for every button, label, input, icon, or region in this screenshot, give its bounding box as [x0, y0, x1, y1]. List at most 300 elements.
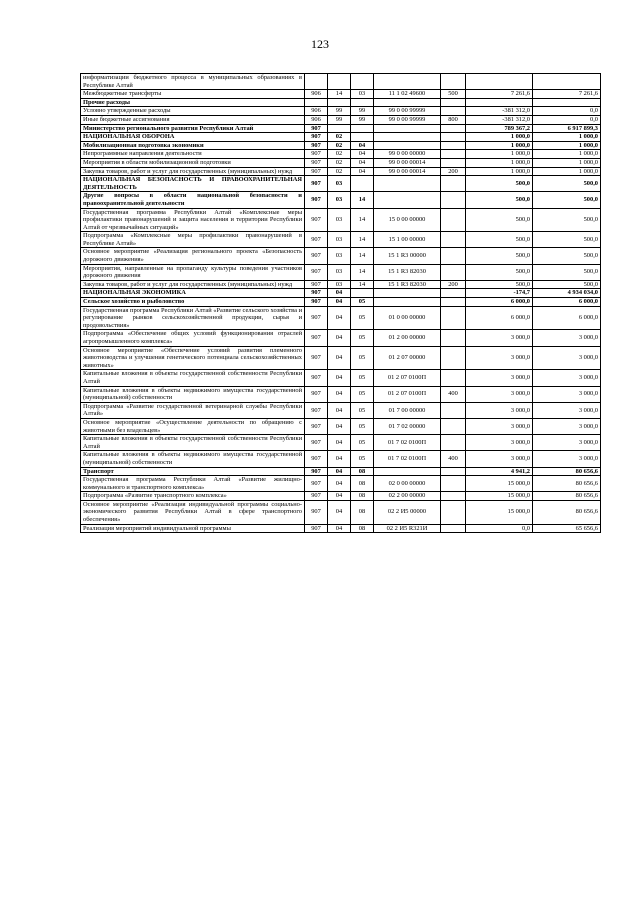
expense-type-cell [441, 192, 466, 208]
amount-total-cell: 80 656,6 [533, 467, 601, 476]
target-article-cell: 02 2 И5 00000 [374, 500, 441, 524]
table-row [81, 248, 601, 264]
section-code-cell: 04 [328, 476, 351, 492]
amount-change-cell: 1 000,0 [466, 150, 533, 159]
ministry-code-cell: 907 [305, 133, 328, 142]
table-row [81, 306, 601, 330]
subsection-code-cell: 04 [351, 167, 374, 176]
amount-change-cell: 6 000,0 [466, 298, 533, 307]
subsection-code-cell [351, 176, 374, 192]
amount-total-cell: 1 000,0 [533, 150, 601, 159]
expense-type-cell [441, 467, 466, 476]
expense-type-cell [441, 346, 466, 370]
amount-change-cell: 500,0 [466, 192, 533, 208]
amount-change-cell: -381 312,0 [466, 107, 533, 116]
target-article-cell: 01 7 00 00000 [374, 402, 441, 418]
subsection-code-cell: 14 [351, 232, 374, 248]
amount-change-cell: 3 000,0 [466, 346, 533, 370]
amount-total-cell: 1 000,0 [533, 141, 601, 150]
expense-type-cell [441, 492, 466, 501]
amount-total-cell: 1 000,0 [533, 133, 601, 142]
amount-change-cell: 3 000,0 [466, 370, 533, 386]
amount-total-cell: 500,0 [533, 264, 601, 280]
amount-change-cell: 15 000,0 [466, 492, 533, 501]
section-code-cell: 03 [328, 176, 351, 192]
subsection-code-cell [351, 124, 374, 133]
subsection-code-cell: 05 [351, 346, 374, 370]
expense-type-cell [441, 232, 466, 248]
expense-type-cell: 200 [441, 280, 466, 289]
subsection-code-cell: 08 [351, 476, 374, 492]
amount-total-cell: 80 656,6 [533, 492, 601, 501]
table-row [81, 500, 601, 524]
row-name-cell: Реализация мероприятий индивидуальной программы [81, 524, 305, 533]
expense-type-cell [441, 74, 466, 90]
expense-type-cell [441, 289, 466, 298]
ministry-code-cell: 907 [305, 208, 328, 232]
ministry-code-cell: 907 [305, 435, 328, 451]
page-number: 123 [311, 37, 329, 51]
expense-type-cell [441, 418, 466, 434]
table-row [81, 133, 601, 142]
amount-total-cell: 500,0 [533, 248, 601, 264]
amount-change-cell: 500,0 [466, 208, 533, 232]
section-code-cell [328, 124, 351, 133]
target-article-cell [374, 467, 441, 476]
table-row [81, 98, 601, 107]
row-name-cell: Капитальные вложения в объекты государственной собственности Республики Алтай [81, 370, 305, 386]
subsection-code-cell: 05 [351, 451, 374, 467]
ministry-code-cell: 907 [305, 167, 328, 176]
amount-total-cell: 1 000,0 [533, 158, 601, 167]
section-code-cell: 04 [328, 467, 351, 476]
amount-change-cell: 500,0 [466, 232, 533, 248]
ministry-code-cell: 907 [305, 492, 328, 501]
ministry-code-cell: 907 [305, 524, 328, 533]
target-article-cell: 99 0 00 99999 [374, 115, 441, 124]
expense-type-cell [441, 133, 466, 142]
amount-total-cell: 0,0 [533, 115, 601, 124]
target-article-cell: 02 2 И5 R321И [374, 524, 441, 533]
section-code-cell [328, 74, 351, 90]
row-name-cell: Условно утвержденные расходы [81, 107, 305, 116]
row-name-cell: Капитальные вложения в объекты недвижимого имущества государственной (муниципальной) собственности [81, 386, 305, 402]
target-article-cell: 01 2 00 00000 [374, 330, 441, 346]
row-name-cell: Мобилизационная подготовка экономики [81, 141, 305, 150]
table-row [81, 476, 601, 492]
ministry-code-cell: 907 [305, 176, 328, 192]
target-article-cell: 01 7 02 00000 [374, 418, 441, 434]
target-article-cell [374, 289, 441, 298]
subsection-code-cell: 99 [351, 107, 374, 116]
subsection-code-cell [351, 133, 374, 142]
row-name-cell: Подпрограмма «Комплексные меры профилактики правонарушений в Республике Алтай» [81, 232, 305, 248]
ministry-code-cell [305, 74, 328, 90]
amount-total-cell: 3 000,0 [533, 346, 601, 370]
row-name-cell: Основное мероприятие «Реализация регионального проекта «Безопасность дорожного движения» [81, 248, 305, 264]
amount-total-cell: 3 000,0 [533, 435, 601, 451]
amount-change-cell: 6 000,0 [466, 306, 533, 330]
amount-total-cell: 500,0 [533, 176, 601, 192]
amount-total-cell: 3 000,0 [533, 402, 601, 418]
ministry-code-cell: 907 [305, 467, 328, 476]
table-row [81, 150, 601, 159]
amount-change-cell [466, 98, 533, 107]
subsection-code-cell: 05 [351, 386, 374, 402]
row-name-cell: Подпрограмма «Развитие государственной ветеринарной службы Республики Алтай» [81, 402, 305, 418]
row-name-cell: Государственная программа Республики Алтай «Развитие жилищно-коммунального и транспортного комплекса» [81, 476, 305, 492]
section-code-cell: 04 [328, 402, 351, 418]
ministry-code-cell: 907 [305, 476, 328, 492]
budget-table [80, 73, 601, 533]
subsection-code-cell: 08 [351, 492, 374, 501]
ministry-code-cell: 907 [305, 500, 328, 524]
amount-change-cell: 7 261,6 [466, 90, 533, 99]
section-code-cell: 02 [328, 158, 351, 167]
subsection-code-cell: 05 [351, 402, 374, 418]
amount-change-cell: 3 000,0 [466, 402, 533, 418]
amount-change-cell: 3 000,0 [466, 435, 533, 451]
amount-total-cell: 4 934 034,0 [533, 289, 601, 298]
row-name-cell: Закупка товаров, работ и услуг для государственных (муниципальных) нужд [81, 280, 305, 289]
row-name-cell: Закупка товаров, работ и услуг для государственных (муниципальных) нужд [81, 167, 305, 176]
budget-table-body [81, 74, 601, 533]
amount-change-cell: 3 000,0 [466, 330, 533, 346]
ministry-code-cell: 907 [305, 306, 328, 330]
ministry-code-cell: 907 [305, 346, 328, 370]
expense-type-cell: 400 [441, 451, 466, 467]
expense-type-cell [441, 476, 466, 492]
section-code-cell: 99 [328, 115, 351, 124]
expense-type-cell: 400 [441, 386, 466, 402]
subsection-code-cell: 08 [351, 524, 374, 533]
row-name-cell: Мероприятия, направленные на пропаганду культуры поведения участников дорожного движения [81, 264, 305, 280]
target-article-cell [374, 98, 441, 107]
ministry-code-cell: 907 [305, 264, 328, 280]
section-code-cell: 02 [328, 167, 351, 176]
ministry-code-cell: 907 [305, 248, 328, 264]
section-code-cell: 04 [328, 298, 351, 307]
section-code-cell: 04 [328, 524, 351, 533]
subsection-code-cell: 14 [351, 264, 374, 280]
ministry-code-cell: 907 [305, 124, 328, 133]
amount-total-cell: 1 000,0 [533, 167, 601, 176]
expense-type-cell [441, 330, 466, 346]
target-article-cell [374, 298, 441, 307]
subsection-code-cell: 08 [351, 500, 374, 524]
section-code-cell [328, 98, 351, 107]
table-row [81, 141, 601, 150]
amount-total-cell: 500,0 [533, 192, 601, 208]
amount-change-cell: 4 941,2 [466, 467, 533, 476]
subsection-code-cell [351, 74, 374, 90]
table-row [81, 370, 601, 386]
table-row [81, 418, 601, 434]
subsection-code-cell [351, 289, 374, 298]
subsection-code-cell: 99 [351, 115, 374, 124]
expense-type-cell [441, 141, 466, 150]
amount-change-cell: 15 000,0 [466, 476, 533, 492]
subsection-code-cell: 08 [351, 467, 374, 476]
subsection-code-cell: 05 [351, 298, 374, 307]
table-row [81, 115, 601, 124]
amount-change-cell: 1 000,0 [466, 158, 533, 167]
subsection-code-cell: 05 [351, 435, 374, 451]
expense-type-cell [441, 264, 466, 280]
expense-type-cell [441, 524, 466, 533]
target-article-cell [374, 133, 441, 142]
amount-change-cell: 3 000,0 [466, 418, 533, 434]
ministry-code-cell: 907 [305, 280, 328, 289]
row-name-cell: Подпрограмма «Обеспечение общих условий функционирования отраслей агропромышленного комплекса» [81, 330, 305, 346]
row-name-cell: Прочие расходы [81, 98, 305, 107]
subsection-code-cell: 05 [351, 370, 374, 386]
row-name-cell: Основное мероприятие «Обеспечение условий развития племенного животноводства и улучшения генетического потенциала сельскохозяйственных животных» [81, 346, 305, 370]
target-article-cell: 11 1 02 49600 [374, 90, 441, 99]
table-row [81, 176, 601, 192]
ministry-code-cell: 906 [305, 115, 328, 124]
target-article-cell [374, 124, 441, 133]
section-code-cell: 14 [328, 90, 351, 99]
target-article-cell: 15 1 00 00000 [374, 232, 441, 248]
target-article-cell: 02 2 00 00000 [374, 492, 441, 501]
target-article-cell [374, 74, 441, 90]
subsection-code-cell: 14 [351, 208, 374, 232]
amount-change-cell: 0,0 [466, 524, 533, 533]
ministry-code-cell: 907 [305, 451, 328, 467]
amount-total-cell: 7 261,6 [533, 90, 601, 99]
row-name-cell: Капитальные вложения в объекты недвижимого имущества государственной (муниципальной) собственности [81, 451, 305, 467]
subsection-code-cell: 14 [351, 248, 374, 264]
table-row [81, 192, 601, 208]
target-article-cell: 01 7 02 0100П [374, 435, 441, 451]
ministry-code-cell: 907 [305, 289, 328, 298]
section-code-cell: 04 [328, 289, 351, 298]
ministry-code-cell: 906 [305, 107, 328, 116]
amount-total-cell: 65 656,6 [533, 524, 601, 533]
row-name-cell: Непрограммные направления деятельности [81, 150, 305, 159]
amount-total-cell: 6 000,0 [533, 306, 601, 330]
row-name-cell: Мероприятия в области мобилизационной подготовки [81, 158, 305, 167]
table-row [81, 467, 601, 476]
row-name-cell: Межбюджетные трансферты [81, 90, 305, 99]
amount-total-cell: 500,0 [533, 208, 601, 232]
amount-change-cell: -174,7 [466, 289, 533, 298]
amount-total-cell: 0,0 [533, 107, 601, 116]
section-code-cell: 04 [328, 451, 351, 467]
amount-change-cell: 1 000,0 [466, 133, 533, 142]
ministry-code-cell: 907 [305, 370, 328, 386]
row-name-cell: Министерство регионального развития Республики Алтай [81, 124, 305, 133]
subsection-code-cell: 05 [351, 306, 374, 330]
ministry-code-cell: 907 [305, 150, 328, 159]
row-name-cell: НАЦИОНАЛЬНАЯ ОБОРОНА [81, 133, 305, 142]
row-name-cell: Другие вопросы в области национальной безопасности и правоохранительной деятельности [81, 192, 305, 208]
amount-total-cell: 6 917 899,3 [533, 124, 601, 133]
table-row [81, 232, 601, 248]
row-name-cell: Транспорт [81, 467, 305, 476]
amount-total-cell [533, 98, 601, 107]
expense-type-cell: 800 [441, 115, 466, 124]
ministry-code-cell: 907 [305, 386, 328, 402]
target-article-cell [374, 176, 441, 192]
table-row [81, 330, 601, 346]
section-code-cell: 02 [328, 150, 351, 159]
section-code-cell: 02 [328, 141, 351, 150]
section-code-cell: 04 [328, 386, 351, 402]
table-row [81, 402, 601, 418]
target-article-cell: 01 2 07 00000 [374, 346, 441, 370]
target-article-cell: 99 0 00 00014 [374, 158, 441, 167]
section-code-cell: 02 [328, 133, 351, 142]
amount-total-cell: 3 000,0 [533, 330, 601, 346]
amount-total-cell [533, 74, 601, 90]
target-article-cell [374, 141, 441, 150]
amount-total-cell: 3 000,0 [533, 418, 601, 434]
ministry-code-cell [305, 98, 328, 107]
table-row [81, 264, 601, 280]
ministry-code-cell: 907 [305, 298, 328, 307]
amount-change-cell: 500,0 [466, 248, 533, 264]
expense-type-cell [441, 98, 466, 107]
expense-type-cell [441, 150, 466, 159]
target-article-cell: 02 0 00 00000 [374, 476, 441, 492]
ministry-code-cell: 907 [305, 141, 328, 150]
section-code-cell: 99 [328, 107, 351, 116]
row-name-cell: Сельское хозяйство и рыболовство [81, 298, 305, 307]
section-code-cell: 04 [328, 306, 351, 330]
table-row [81, 107, 601, 116]
table-row [81, 435, 601, 451]
subsection-code-cell [351, 98, 374, 107]
target-article-cell: 01 2 07 0100П [374, 370, 441, 386]
section-code-cell: 03 [328, 208, 351, 232]
target-article-cell: 15 1 R3 82030 [374, 280, 441, 289]
section-code-cell: 03 [328, 248, 351, 264]
table-row [81, 124, 601, 133]
amount-change-cell: 500,0 [466, 280, 533, 289]
expense-type-cell [441, 306, 466, 330]
amount-change-cell: 15 000,0 [466, 500, 533, 524]
table-row [81, 346, 601, 370]
row-name-cell: информатизации бюджетного процесса в муниципальных образованиях в Республике Алтай [81, 74, 305, 90]
row-name-cell: Капитальные вложения в объекты государственной собственности Республики Алтай [81, 435, 305, 451]
section-code-cell: 04 [328, 330, 351, 346]
section-code-cell: 04 [328, 435, 351, 451]
expense-type-cell [441, 402, 466, 418]
target-article-cell: 99 0 00 00014 [374, 167, 441, 176]
amount-total-cell: 3 000,0 [533, 386, 601, 402]
table-row [81, 289, 601, 298]
subsection-code-cell: 05 [351, 330, 374, 346]
row-name-cell: Государственная программа Республики Алтай «Развитие сельского хозяйства и регулирование рынков сельскохозяйственной продукции, сырья и продовольствия» [81, 306, 305, 330]
subsection-code-cell: 14 [351, 192, 374, 208]
amount-total-cell: 80 656,6 [533, 500, 601, 524]
table-row [81, 158, 601, 167]
table-row [81, 90, 601, 99]
amount-change-cell: 500,0 [466, 176, 533, 192]
table-row [81, 280, 601, 289]
target-article-cell: 01 2 07 0100П [374, 386, 441, 402]
expense-type-cell [441, 500, 466, 524]
section-code-cell: 04 [328, 492, 351, 501]
subsection-code-cell: 05 [351, 418, 374, 434]
section-code-cell: 03 [328, 280, 351, 289]
table-row [81, 492, 601, 501]
expense-type-cell [441, 248, 466, 264]
expense-type-cell [441, 176, 466, 192]
expense-type-cell [441, 107, 466, 116]
expense-type-cell [441, 298, 466, 307]
table-row [81, 524, 601, 533]
amount-change-cell [466, 74, 533, 90]
expense-type-cell [441, 124, 466, 133]
target-article-cell: 15 0 00 00000 [374, 208, 441, 232]
ministry-code-cell: 907 [305, 232, 328, 248]
row-name-cell: Основное мероприятие «Реализация индивидуальной программы социально-экономического развития Республики Алтай в сфере транспортного обеспечения» [81, 500, 305, 524]
section-code-cell: 04 [328, 370, 351, 386]
row-name-cell: Государственная программа Республики Алтай «Комплексные меры профилактики правонарушений и защита населения и территории Республики Алтай от чрезвычайных ситуаций» [81, 208, 305, 232]
table-row [81, 167, 601, 176]
amount-total-cell: 500,0 [533, 280, 601, 289]
section-code-cell: 03 [328, 232, 351, 248]
target-article-cell: 01 0 00 00000 [374, 306, 441, 330]
expense-type-cell [441, 435, 466, 451]
amount-change-cell: 789 367,2 [466, 124, 533, 133]
target-article-cell: 01 7 02 0100П [374, 451, 441, 467]
target-article-cell: 15 1 R3 82030 [374, 264, 441, 280]
expense-type-cell: 500 [441, 90, 466, 99]
ministry-code-cell: 907 [305, 192, 328, 208]
table-row [81, 451, 601, 467]
subsection-code-cell: 04 [351, 158, 374, 167]
row-name-cell: Иные бюджетные ассигнования [81, 115, 305, 124]
row-name-cell: НАЦИОНАЛЬНАЯ БЕЗОПАСНОСТЬ И ПРАВООХРАНИТЕЛЬНАЯ ДЕЯТЕЛЬНОСТЬ [81, 176, 305, 192]
row-name-cell: Подпрограмма «Развитие транспортного комплекса» [81, 492, 305, 501]
ministry-code-cell: 907 [305, 402, 328, 418]
subsection-code-cell: 04 [351, 150, 374, 159]
amount-total-cell: 3 000,0 [533, 451, 601, 467]
ministry-code-cell: 907 [305, 158, 328, 167]
expense-type-cell: 200 [441, 167, 466, 176]
section-code-cell: 04 [328, 418, 351, 434]
subsection-code-cell: 14 [351, 280, 374, 289]
amount-total-cell: 500,0 [533, 232, 601, 248]
section-code-cell: 03 [328, 264, 351, 280]
expense-type-cell [441, 370, 466, 386]
target-article-cell: 15 1 R3 00000 [374, 248, 441, 264]
amount-change-cell: 1 000,0 [466, 167, 533, 176]
subsection-code-cell: 03 [351, 90, 374, 99]
target-article-cell: 99 0 00 99999 [374, 107, 441, 116]
row-name-cell: НАЦИОНАЛЬНАЯ ЭКОНОМИКА [81, 289, 305, 298]
amount-change-cell: 3 000,0 [466, 451, 533, 467]
amount-change-cell: 1 000,0 [466, 141, 533, 150]
expense-type-cell [441, 158, 466, 167]
table-row [81, 298, 601, 307]
amount-total-cell: 3 000,0 [533, 370, 601, 386]
ministry-code-cell: 906 [305, 90, 328, 99]
section-code-cell: 04 [328, 500, 351, 524]
section-code-cell: 04 [328, 346, 351, 370]
row-name-cell: Основное мероприятие «Осуществление деятельности по обращению с животными без владельцев» [81, 418, 305, 434]
ministry-code-cell: 907 [305, 418, 328, 434]
table-row [81, 74, 601, 90]
ministry-code-cell: 907 [305, 330, 328, 346]
amount-change-cell: 500,0 [466, 264, 533, 280]
target-article-cell [374, 192, 441, 208]
table-row [81, 208, 601, 232]
